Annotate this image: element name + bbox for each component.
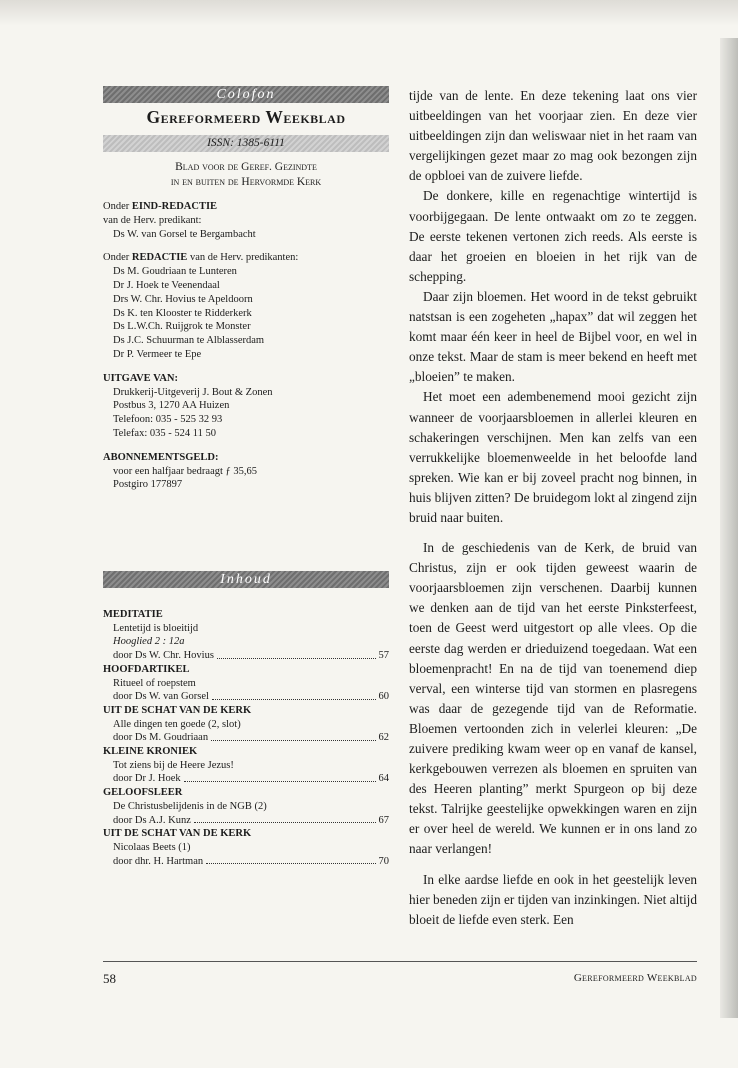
toc-category: UIT DE SCHAT VAN DE KERK [103, 704, 252, 716]
inhoud-heading: Inhoud [103, 571, 389, 588]
colofon-heading: Colofon [103, 86, 389, 103]
toc-leader-dots [184, 772, 376, 782]
running-title: Gereformeerd Weekblad [573, 972, 697, 984]
toc-author: door Ds W. Chr. Hovius [113, 650, 214, 662]
redactie-name: Dr P. Vermeer te Epe [113, 348, 202, 360]
toc-item-title [103, 635, 389, 649]
inhoud-box [103, 571, 389, 868]
article-body [409, 86, 697, 930]
eindredactie-prefix: Onder [103, 201, 130, 212]
redactie-suffix: van de Herv. predikanten: [189, 252, 299, 264]
body-paragraph: In elke aardse liefde en ook in het geestelijk leven hier beneden zijn er tijden van inzinkingen. Niet altijd bloeit de liefde even sterk. Een [409, 871, 697, 927]
abonnement-line: Postgiro 177897 [113, 479, 183, 491]
uitgave-line: Postbus 3, 1270 AA Huizen [113, 400, 230, 412]
redactie-section [103, 251, 389, 361]
toc-category: KLEINE KRONIEK [103, 746, 198, 758]
toc-author-line [103, 814, 389, 828]
toc-item-title: Lentetijd is bloeitijd [113, 622, 199, 634]
abonnement-section [103, 451, 389, 492]
redactie-name: Ds M. Goudriaan te Lunteren [113, 266, 237, 278]
page-edge-shadow [720, 38, 738, 1018]
subtitle [103, 160, 389, 190]
body-paragraph: De donkere, kille en regenachtige wintertijd is voorbijgegaan. De lente ontwaakt om zo te zeggen. De eerste tekenen vertonen zich reeds. Als eerste is daar het groeien en bloeien in het rijk van de schepping. [409, 188, 697, 284]
toc-item-title: De Christusbelijdenis in de NGB (2) [113, 800, 267, 812]
issn: ISSN: 1385-6111 [103, 135, 389, 152]
body-paragraph: Daar zijn bloemen. Het woord in de tekst gebruikt natstsan is een zogeheten „hapax” dat wil zeggen het komt maar één keer in heel de Bijbel voor, en wel in onze tekst. Maar de stam is meer bekend en heeft met „bloeien” te maken. [409, 288, 697, 385]
publication-title: Gereformeerd Weekblad [146, 107, 346, 127]
body-paragraph: Het moet een adembenemend mooi gezicht zijn wanneer de voorjaarsbloemen in allerlei kleuren en schakeringen verschijnen. Men kan zelfs van een verrukkelijke bloemenweelde in het beloofde land spreken. Wie kan er bij zoveel pracht nog binnen, in huis blijven zitten? De bruidegom lokt al zingend zijn bruid naar buiten. [409, 389, 697, 525]
toc-leader-dots [194, 814, 376, 824]
redactie-name: Ds J.C. Schuurman te Alblasserdam [113, 335, 265, 347]
toc-page-number: 64 [378, 773, 389, 785]
toc-category: HOOFDARTIKEL [103, 663, 190, 675]
toc-leader-dots [217, 649, 376, 659]
redactie-name: Ds K. ten Klooster te Ridderkerk [113, 307, 252, 319]
footer-rule [103, 961, 697, 962]
toc-author-line [103, 690, 389, 704]
eindredactie-section [103, 200, 389, 241]
toc-leader-dots [211, 731, 375, 741]
redactie-name: Drs W. Chr. Hovius te Apeldoorn [113, 293, 253, 305]
toc-page-number: 60 [378, 691, 389, 703]
eindredactie-sub: van de Herv. predikant: [103, 214, 202, 226]
subtitle-line-1: Blad voor de Geref. Gezindte [175, 161, 317, 173]
top-shade [0, 0, 738, 26]
toc-page-number: 67 [378, 814, 389, 826]
uitgave-section [103, 372, 389, 441]
uitgave-line: Drukkerij-Uitgeverij J. Bout & Zonen [113, 386, 273, 398]
page-number: 58 [103, 971, 116, 986]
toc-page-number: 70 [378, 855, 389, 867]
body-paragraph: In de geschiedenis van de Kerk, de bruid van Christus, zijn er ook tijden geweest waarin de voorjaarsbloemen zijn verschenen. Daarbij kunnen we denken aan de tijd van het eerste Pinksterfeest, toen de Geest werd uitgestort op alle vlees. Op die eerste dag werden er drieduizend toegedaan. Wat een bloemenpracht! En na de tijd van toenemend diep verval, een winterse tijd van stormen en plasregens was daar de gezegende tijd van de Reformatie. Bloemen vertoonden zich in velerlei kleuren: „De zuivere prediking kwam weer op en vanaf de kansel, kerkgebouwen verrezen als bloemen en spruiten van des Heeren planting” merkt Spurgeon op bij deze tekst. Talrijke geestelijke opwekkingen waren en zijn er over heel de wereld. We kunnen er in ons land zo naar verlangen! [409, 540, 697, 857]
redactie-name: Dr J. Hoek te Veenendaal [113, 279, 220, 291]
colofon-box [103, 86, 389, 556]
toc-item-title: Nicolaas Beets (1) [113, 841, 191, 853]
uitgave-line: Telefax: 035 - 524 11 50 [113, 427, 216, 439]
toc-author-line [103, 772, 389, 786]
toc-leader-dots [212, 690, 376, 700]
uitgave-label: UITGAVE VAN: [103, 372, 178, 384]
redactie-prefix: Onder [103, 252, 130, 264]
toc-category: UIT DE SCHAT VAN DE KERK [103, 828, 252, 840]
toc-leader-dots [206, 855, 375, 865]
redactie-label: REDACTIE [131, 252, 188, 264]
eindredactie-label: EIND-REDACTIE [131, 201, 218, 212]
toc-page-number: 62 [378, 732, 389, 744]
toc-item-title: Alle dingen ten goede (2, slot) [113, 718, 241, 730]
toc-item-title: Tot ziens bij de Heere Jezus! [113, 759, 234, 771]
toc-author: door Ds M. Goudriaan [113, 732, 209, 744]
toc-author-line [103, 649, 389, 663]
redactie-name: Ds L.W.Ch. Ruijgrok te Monster [113, 321, 251, 333]
toc-author: door Dr J. Hoek [113, 773, 181, 785]
toc-author: door dhr. H. Hartman [113, 855, 204, 867]
abonnement-line: voor een halfjaar bedraagt ƒ 35,65 [113, 465, 258, 477]
uitgave-line: Telefoon: 035 - 525 32 93 [113, 414, 223, 426]
toc-item-title: Ritueel of roepstem [113, 677, 196, 689]
toc-category: GELOOFSLEER [103, 787, 183, 799]
toc-author-line [103, 855, 389, 869]
body-paragraph: tijde van de lente. En deze tekening laat ons vier uitbeeldingen van het voorjaar zien. En deze vier uitbeeldingen zijn dan weliswaar niet in het raam van vergelijkingen gezet maar zo mag ook bezongen zijn de opbloei van de zuivere liefde. [409, 88, 697, 184]
toc-category: MEDITATIE [103, 609, 163, 620]
toc-author-line [103, 731, 389, 745]
toc-item-reference: Hooglied 2 : 12a [113, 636, 185, 648]
toc-author: door Ds W. van Gorsel [113, 691, 209, 703]
abonnement-label: ABONNEMENTSGELD: [103, 451, 219, 463]
toc-author: door Ds A.J. Kunz [113, 814, 191, 826]
table-of-contents [103, 608, 389, 868]
eindredactie-name: Ds W. van Gorsel te Bergambacht [113, 228, 256, 240]
toc-page-number: 57 [378, 650, 389, 662]
subtitle-line-2: in en buiten de Hervormde Kerk [170, 176, 322, 188]
